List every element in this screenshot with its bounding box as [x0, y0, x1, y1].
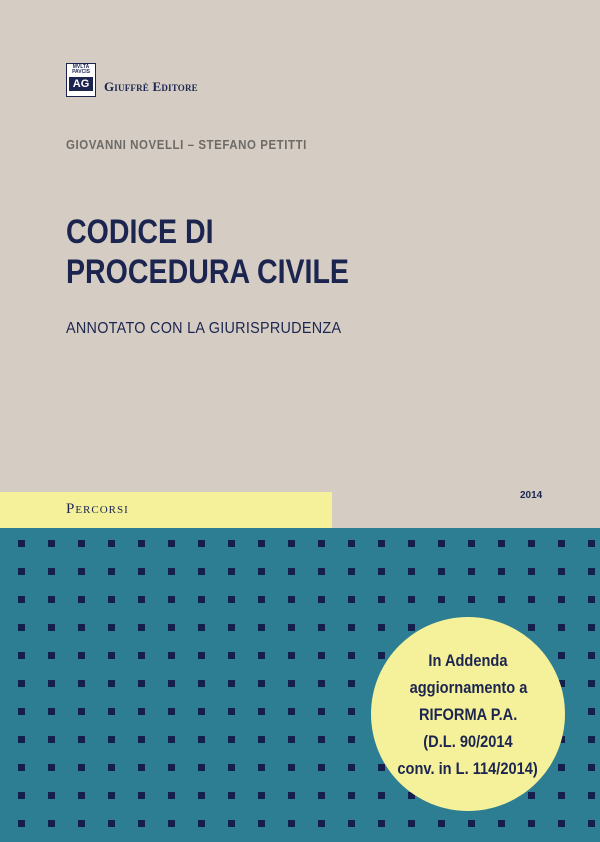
pattern-dot: [408, 540, 415, 547]
pattern-dot: [108, 596, 115, 603]
pattern-dot: [468, 596, 475, 603]
pattern-dot: [318, 540, 325, 547]
pattern-dot: [228, 624, 235, 631]
pattern-dot: [78, 568, 85, 575]
pattern-dot: [108, 708, 115, 715]
addenda-line-2: aggiornamento a: [409, 677, 527, 697]
pattern-dot: [468, 820, 475, 827]
pattern-dot: [78, 820, 85, 827]
pattern-dot: [108, 540, 115, 547]
series-band: [0, 492, 332, 528]
title-line-1: CODICE DI: [66, 213, 214, 251]
pattern-dot: [138, 736, 145, 743]
pattern-dot: [198, 652, 205, 659]
pattern-dot: [138, 624, 145, 631]
pattern-dot: [168, 540, 175, 547]
pattern-dot: [408, 596, 415, 603]
pattern-dot: [528, 792, 535, 799]
pattern-dot: [588, 596, 595, 603]
book-subtitle: ANNOTATO CON LA GIURISPRUDENZA: [66, 320, 342, 337]
pattern-dot: [348, 680, 355, 687]
pattern-dot: [168, 764, 175, 771]
addenda-badge: [371, 617, 565, 811]
pattern-dot: [108, 568, 115, 575]
pattern-dot: [258, 596, 265, 603]
pattern-dot: [78, 736, 85, 743]
addenda-line-4: (D.L. 90/2014: [423, 731, 513, 751]
pattern-dot: [18, 764, 25, 771]
pattern-dot: [378, 568, 385, 575]
pattern-dot: [78, 596, 85, 603]
pattern-dot: [258, 540, 265, 547]
pattern-dot: [258, 708, 265, 715]
pattern-dot: [138, 708, 145, 715]
pattern-dot: [18, 708, 25, 715]
pattern-dot: [18, 792, 25, 799]
logo-initials: AG: [69, 77, 93, 91]
pattern-dot: [108, 624, 115, 631]
pattern-dot: [138, 652, 145, 659]
pattern-dot: [588, 680, 595, 687]
pattern-dot: [288, 624, 295, 631]
pattern-dot: [288, 540, 295, 547]
pattern-dot: [228, 820, 235, 827]
pattern-dot: [48, 736, 55, 743]
pattern-dot: [48, 596, 55, 603]
pattern-dot: [558, 820, 565, 827]
pattern-dot: [558, 596, 565, 603]
pattern-dot: [288, 764, 295, 771]
pattern-dot: [588, 764, 595, 771]
pattern-dot: [48, 764, 55, 771]
pattern-dot: [258, 764, 265, 771]
pattern-dot: [198, 736, 205, 743]
pattern-dot: [108, 652, 115, 659]
pattern-dot: [228, 764, 235, 771]
pattern-dot: [588, 708, 595, 715]
pattern-dot: [138, 792, 145, 799]
pattern-dot: [258, 792, 265, 799]
pattern-dot: [48, 708, 55, 715]
pattern-dot: [48, 820, 55, 827]
pattern-dot: [288, 680, 295, 687]
pattern-dot: [108, 820, 115, 827]
book-title: [66, 212, 349, 292]
pattern-dot: [18, 652, 25, 659]
pattern-dot: [258, 736, 265, 743]
pattern-dot: [168, 736, 175, 743]
pattern-dot: [378, 652, 385, 659]
pattern-dot: [318, 568, 325, 575]
pattern-dot: [318, 820, 325, 827]
pattern-dot: [228, 568, 235, 575]
pattern-dot: [168, 624, 175, 631]
pattern-dot: [198, 568, 205, 575]
pattern-dot: [198, 624, 205, 631]
pattern-dot: [228, 792, 235, 799]
pattern-dot: [348, 652, 355, 659]
pattern-dot: [348, 708, 355, 715]
pattern-dot: [528, 820, 535, 827]
pattern-dot: [258, 652, 265, 659]
pattern-dot: [588, 820, 595, 827]
pattern-dot: [138, 540, 145, 547]
pattern-dot: [498, 596, 505, 603]
publisher-logo: [66, 63, 96, 97]
pattern-dot: [318, 624, 325, 631]
pattern-dot: [288, 596, 295, 603]
pattern-dot: [78, 764, 85, 771]
pattern-dot: [78, 708, 85, 715]
pattern-dot: [318, 736, 325, 743]
pattern-dot: [18, 596, 25, 603]
title-line-2: PROCEDURA CIVILE: [66, 253, 349, 291]
pattern-dot: [318, 792, 325, 799]
pattern-dot: [78, 652, 85, 659]
pattern-dot: [558, 568, 565, 575]
pattern-dot: [288, 792, 295, 799]
pattern-dot: [198, 680, 205, 687]
pattern-dot: [588, 652, 595, 659]
pattern-dot: [588, 568, 595, 575]
pattern-dot: [558, 792, 565, 799]
pattern-dot: [108, 792, 115, 799]
pattern-dot: [198, 596, 205, 603]
pattern-dot: [558, 652, 565, 659]
pattern-dot: [18, 568, 25, 575]
pattern-dot: [438, 540, 445, 547]
addenda-line-5: conv. in L. 114/2014): [397, 758, 539, 778]
pattern-dot: [18, 624, 25, 631]
pattern-dot: [558, 540, 565, 547]
edition-year: 2014: [520, 490, 543, 501]
pattern-dot: [348, 596, 355, 603]
pattern-dot: [168, 708, 175, 715]
pattern-dot: [168, 568, 175, 575]
pattern-dot: [528, 596, 535, 603]
pattern-dot: [78, 624, 85, 631]
pattern-dot: [78, 540, 85, 547]
pattern-dot: [318, 680, 325, 687]
pattern-dot: [138, 596, 145, 603]
pattern-dot: [528, 540, 535, 547]
pattern-dot: [108, 680, 115, 687]
pattern-dot: [168, 792, 175, 799]
pattern-dot: [108, 736, 115, 743]
pattern-dot: [348, 624, 355, 631]
pattern-dot: [378, 764, 385, 771]
pattern-dot: [468, 540, 475, 547]
pattern-dot: [228, 596, 235, 603]
pattern-dot: [528, 568, 535, 575]
pattern-dot: [108, 764, 115, 771]
pattern-dot: [48, 568, 55, 575]
pattern-dot: [198, 540, 205, 547]
addenda-line-1: In Addenda: [428, 650, 508, 670]
pattern-dot: [318, 596, 325, 603]
pattern-dot: [318, 708, 325, 715]
pattern-dot: [498, 540, 505, 547]
pattern-dot: [588, 624, 595, 631]
pattern-dot: [168, 596, 175, 603]
pattern-dot: [228, 652, 235, 659]
pattern-dot: [18, 820, 25, 827]
pattern-dot: [318, 652, 325, 659]
pattern-dot: [408, 820, 415, 827]
pattern-dot: [348, 764, 355, 771]
logo-line-1: MVLTA: [72, 64, 90, 70]
pattern-dot: [378, 624, 385, 631]
pattern-dot: [558, 764, 565, 771]
pattern-dot: [258, 624, 265, 631]
pattern-dot: [348, 792, 355, 799]
pattern-dot: [228, 680, 235, 687]
pattern-dot: [558, 624, 565, 631]
pattern-dot: [288, 708, 295, 715]
pattern-dot: [138, 680, 145, 687]
pattern-dot: [588, 736, 595, 743]
pattern-dot: [48, 540, 55, 547]
publisher-name: Giuffrè Editore: [104, 79, 198, 94]
pattern-dot: [408, 624, 415, 631]
pattern-dot: [498, 568, 505, 575]
pattern-dot: [48, 652, 55, 659]
pattern-dot: [168, 652, 175, 659]
pattern-dot: [48, 624, 55, 631]
pattern-dot: [438, 820, 445, 827]
pattern-dot: [378, 540, 385, 547]
pattern-dot: [228, 736, 235, 743]
pattern-dot: [198, 764, 205, 771]
pattern-dot: [138, 764, 145, 771]
pattern-dot: [348, 568, 355, 575]
pattern-dot: [528, 624, 535, 631]
pattern-dot: [588, 540, 595, 547]
pattern-dot: [78, 680, 85, 687]
pattern-dot: [378, 820, 385, 827]
pattern-dot: [198, 820, 205, 827]
pattern-dot: [228, 540, 235, 547]
pattern-dot: [378, 792, 385, 799]
pattern-dot: [288, 652, 295, 659]
pattern-dot: [348, 820, 355, 827]
pattern-dot: [168, 680, 175, 687]
addenda-line-3: RIFORMA P.A.: [418, 704, 518, 724]
pattern-dot: [48, 792, 55, 799]
pattern-dot: [288, 820, 295, 827]
logo-line-2: PAVCIS: [72, 69, 90, 75]
pattern-dot: [438, 596, 445, 603]
pattern-dot: [138, 820, 145, 827]
pattern-dot: [438, 568, 445, 575]
pattern-dot: [168, 820, 175, 827]
series-label: Percorsi: [66, 501, 129, 517]
pattern-dot: [378, 596, 385, 603]
pattern-dot: [48, 680, 55, 687]
pattern-dot: [288, 568, 295, 575]
pattern-dot: [258, 568, 265, 575]
pattern-dot: [258, 820, 265, 827]
pattern-dot: [258, 680, 265, 687]
pattern-dot: [18, 680, 25, 687]
pattern-dot: [348, 540, 355, 547]
pattern-dot: [588, 792, 595, 799]
pattern-dot: [288, 736, 295, 743]
pattern-dot: [18, 736, 25, 743]
pattern-dot: [198, 708, 205, 715]
pattern-dot: [408, 568, 415, 575]
pattern-dot: [318, 764, 325, 771]
pattern-dot: [468, 568, 475, 575]
pattern-dot: [198, 792, 205, 799]
pattern-dot: [78, 792, 85, 799]
authors: GIOVANNI NOVELLI – STEFANO PETITTI: [66, 138, 307, 152]
pattern-dot: [348, 736, 355, 743]
pattern-dot: [18, 540, 25, 547]
pattern-dot: [228, 708, 235, 715]
pattern-dot: [498, 820, 505, 827]
pattern-dot: [138, 568, 145, 575]
publisher: [66, 63, 198, 97]
